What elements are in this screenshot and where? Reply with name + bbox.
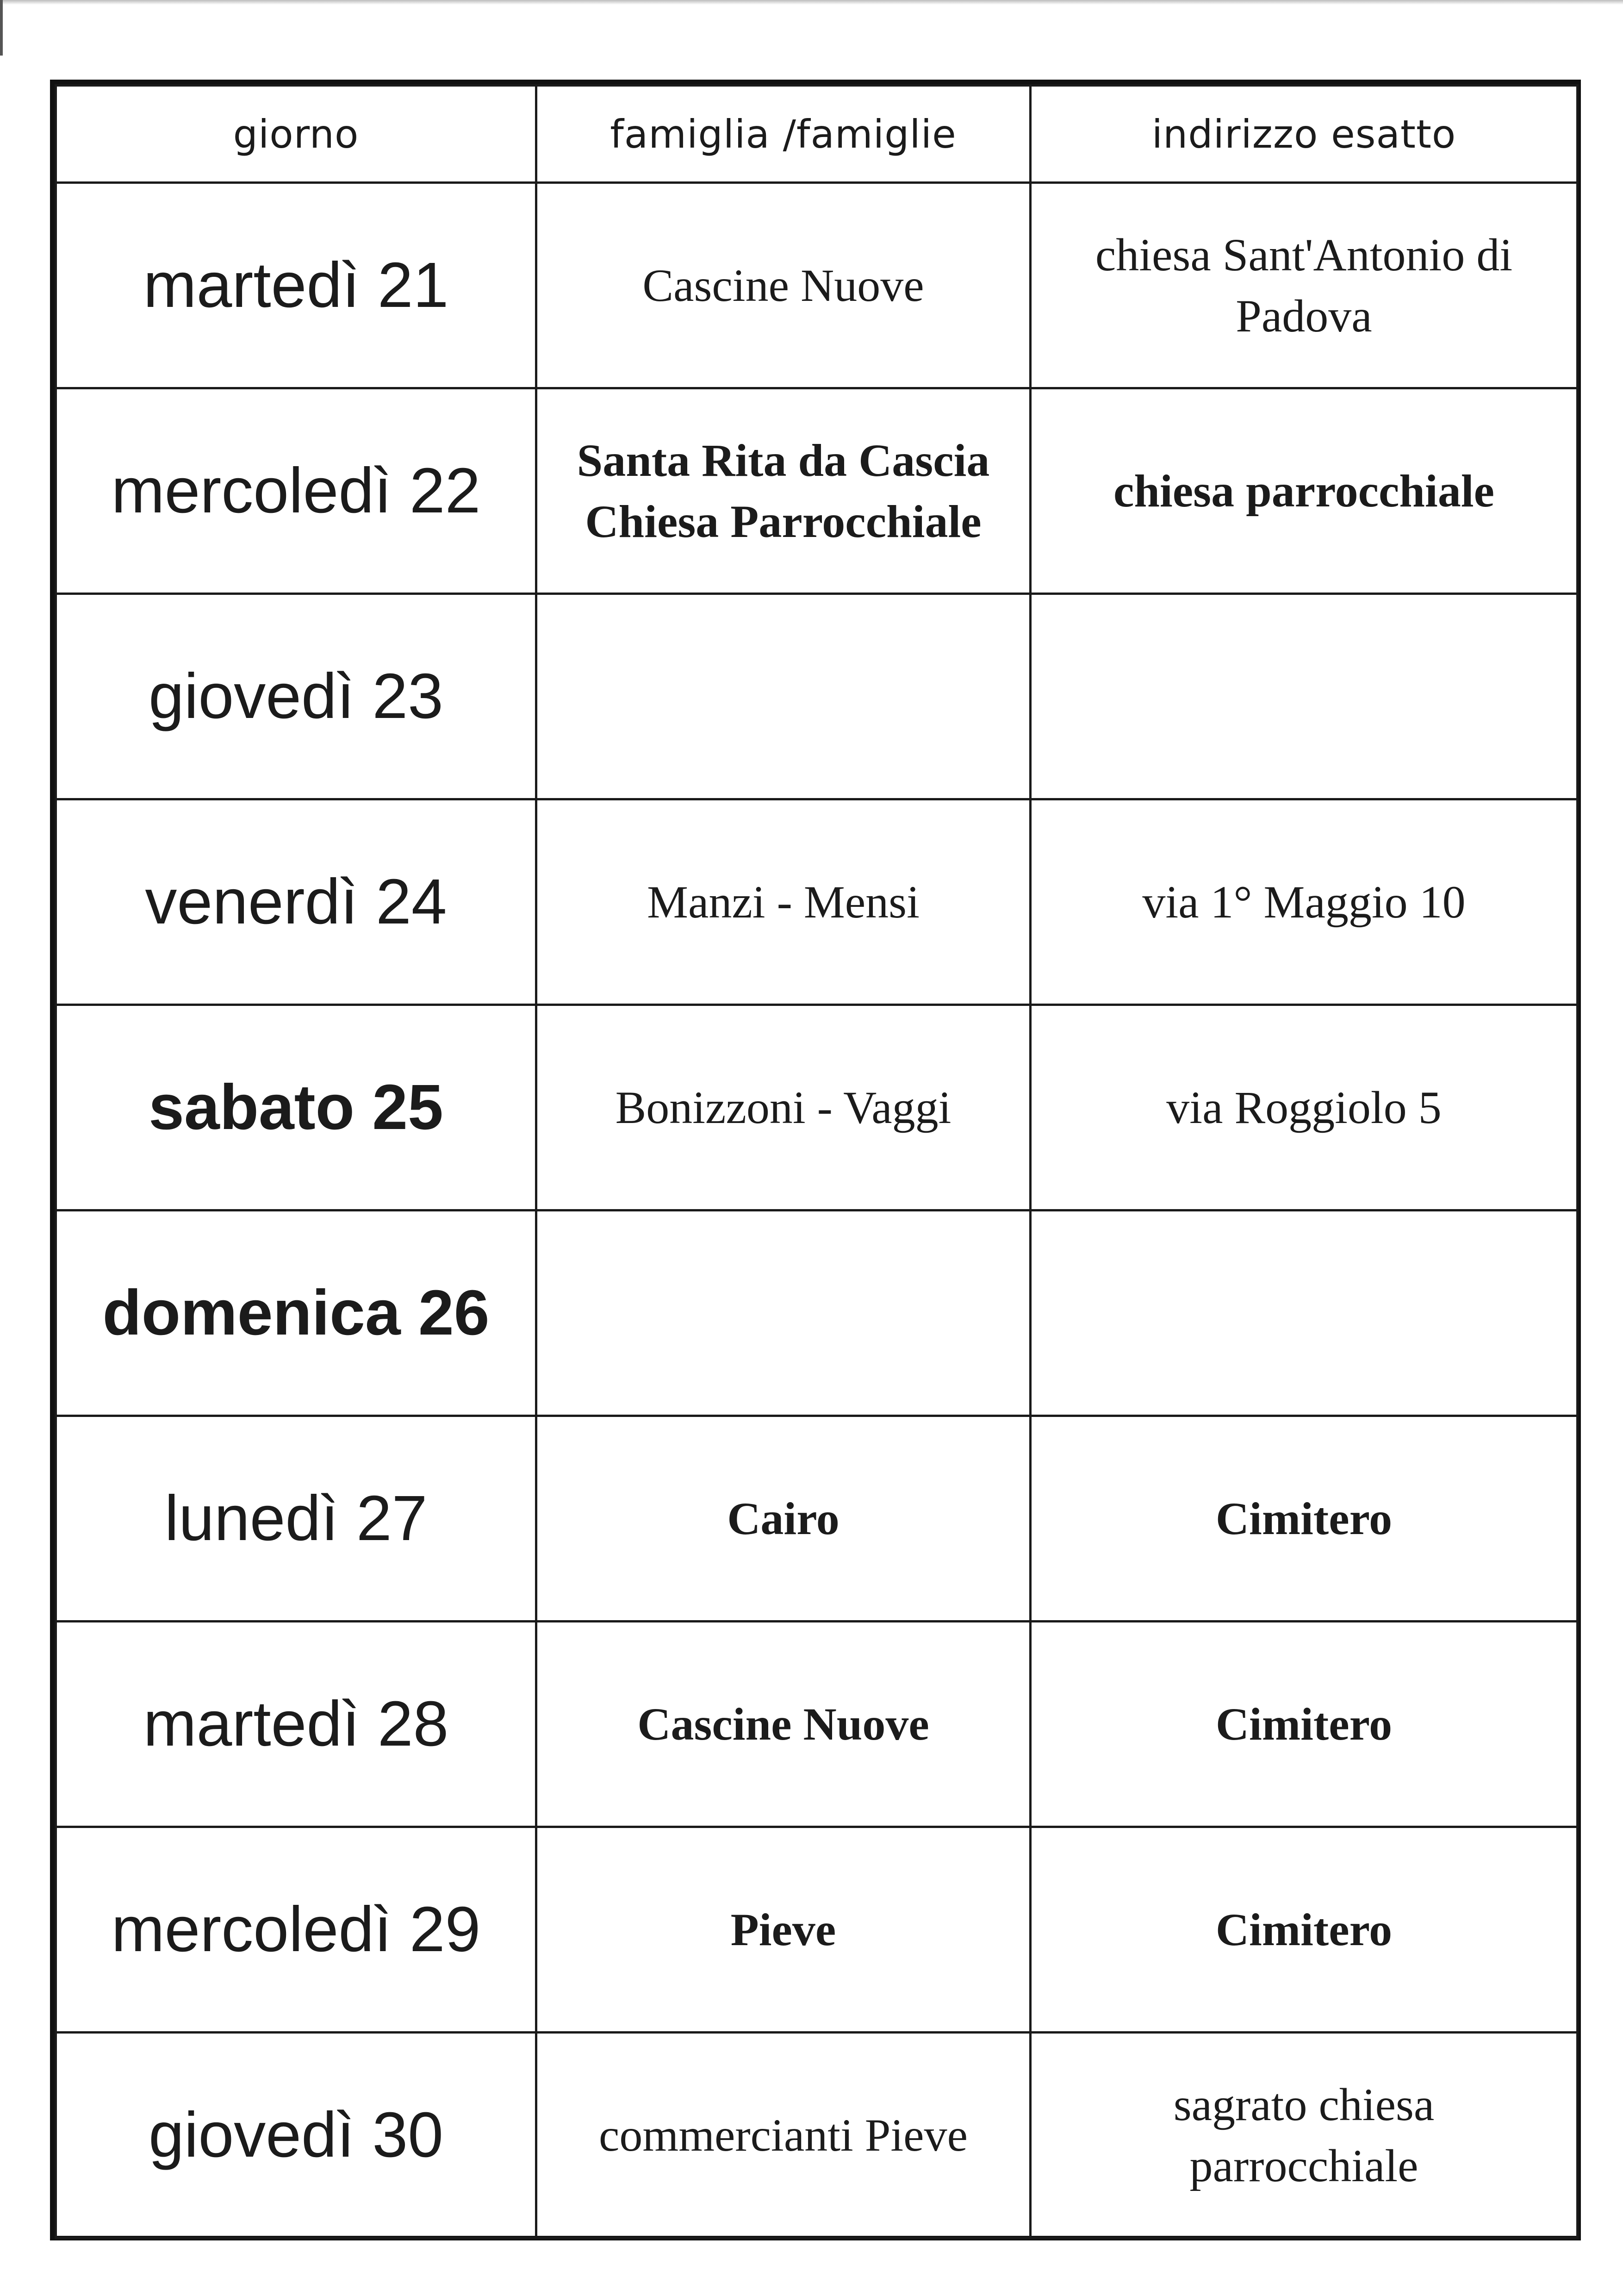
family-cell: commercianti Pieve bbox=[536, 2033, 1031, 2238]
address-cell: Cimitero bbox=[1031, 1827, 1578, 2033]
day-cell: venerdì 24 bbox=[56, 799, 536, 1005]
family-cell: Manzi - Mensi bbox=[536, 799, 1031, 1005]
address-cell: via 1° Maggio 10 bbox=[1031, 799, 1578, 1005]
day-cell: giovedì 30 bbox=[56, 2033, 536, 2238]
table-row bbox=[56, 594, 1578, 799]
table-row bbox=[56, 1416, 1578, 1622]
table-row bbox=[56, 388, 1578, 594]
family-cell bbox=[536, 594, 1031, 799]
day-cell: martedì 21 bbox=[56, 183, 536, 388]
day-cell: giovedì 23 bbox=[56, 594, 536, 799]
day-cell: mercoledì 29 bbox=[56, 1827, 536, 2033]
table-row bbox=[56, 2033, 1578, 2238]
address-cell bbox=[1031, 594, 1578, 799]
header-address: indirizzo esatto bbox=[1031, 86, 1578, 183]
header-day: giorno bbox=[56, 86, 536, 183]
address-cell: Cimitero bbox=[1031, 1622, 1578, 1827]
scan-edge-top bbox=[0, 0, 1623, 5]
table-row bbox=[56, 183, 1578, 388]
day-cell: lunedì 27 bbox=[56, 1416, 536, 1622]
address-cell: Cimitero bbox=[1031, 1416, 1578, 1622]
table-header-row bbox=[56, 86, 1578, 183]
address-cell bbox=[1031, 1210, 1578, 1416]
table-row bbox=[56, 1005, 1578, 1210]
table-row bbox=[56, 1827, 1578, 2033]
table-row bbox=[56, 1622, 1578, 1827]
family-cell bbox=[536, 1210, 1031, 1416]
table-row bbox=[56, 799, 1578, 1005]
day-cell: mercoledì 22 bbox=[56, 388, 536, 594]
address-cell: sagrato chiesa parrocchiale bbox=[1031, 2033, 1578, 2238]
day-cell: domenica 26 bbox=[56, 1210, 536, 1416]
table-row bbox=[56, 1210, 1578, 1416]
address-cell: via Roggiolo 5 bbox=[1031, 1005, 1578, 1210]
day-cell: sabato 25 bbox=[56, 1005, 536, 1210]
family-cell: Santa Rita da Cascia Chiesa Parrocchiale bbox=[536, 388, 1031, 594]
family-cell: Cairo bbox=[536, 1416, 1031, 1622]
family-cell: Cascine Nuove bbox=[536, 1622, 1031, 1827]
scan-edge-left bbox=[0, 0, 3, 56]
day-cell: martedì 28 bbox=[56, 1622, 536, 1827]
address-cell: chiesa parrocchiale bbox=[1031, 388, 1578, 594]
family-cell: Cascine Nuove bbox=[536, 183, 1031, 388]
schedule-table bbox=[55, 84, 1579, 2239]
header-family: famiglia /famiglie bbox=[536, 86, 1031, 183]
family-cell: Pieve bbox=[536, 1827, 1031, 2033]
schedule-table-frame bbox=[50, 80, 1581, 2240]
family-cell: Bonizzoni - Vaggi bbox=[536, 1005, 1031, 1210]
address-cell: chiesa Sant'Antonio di Padova bbox=[1031, 183, 1578, 388]
